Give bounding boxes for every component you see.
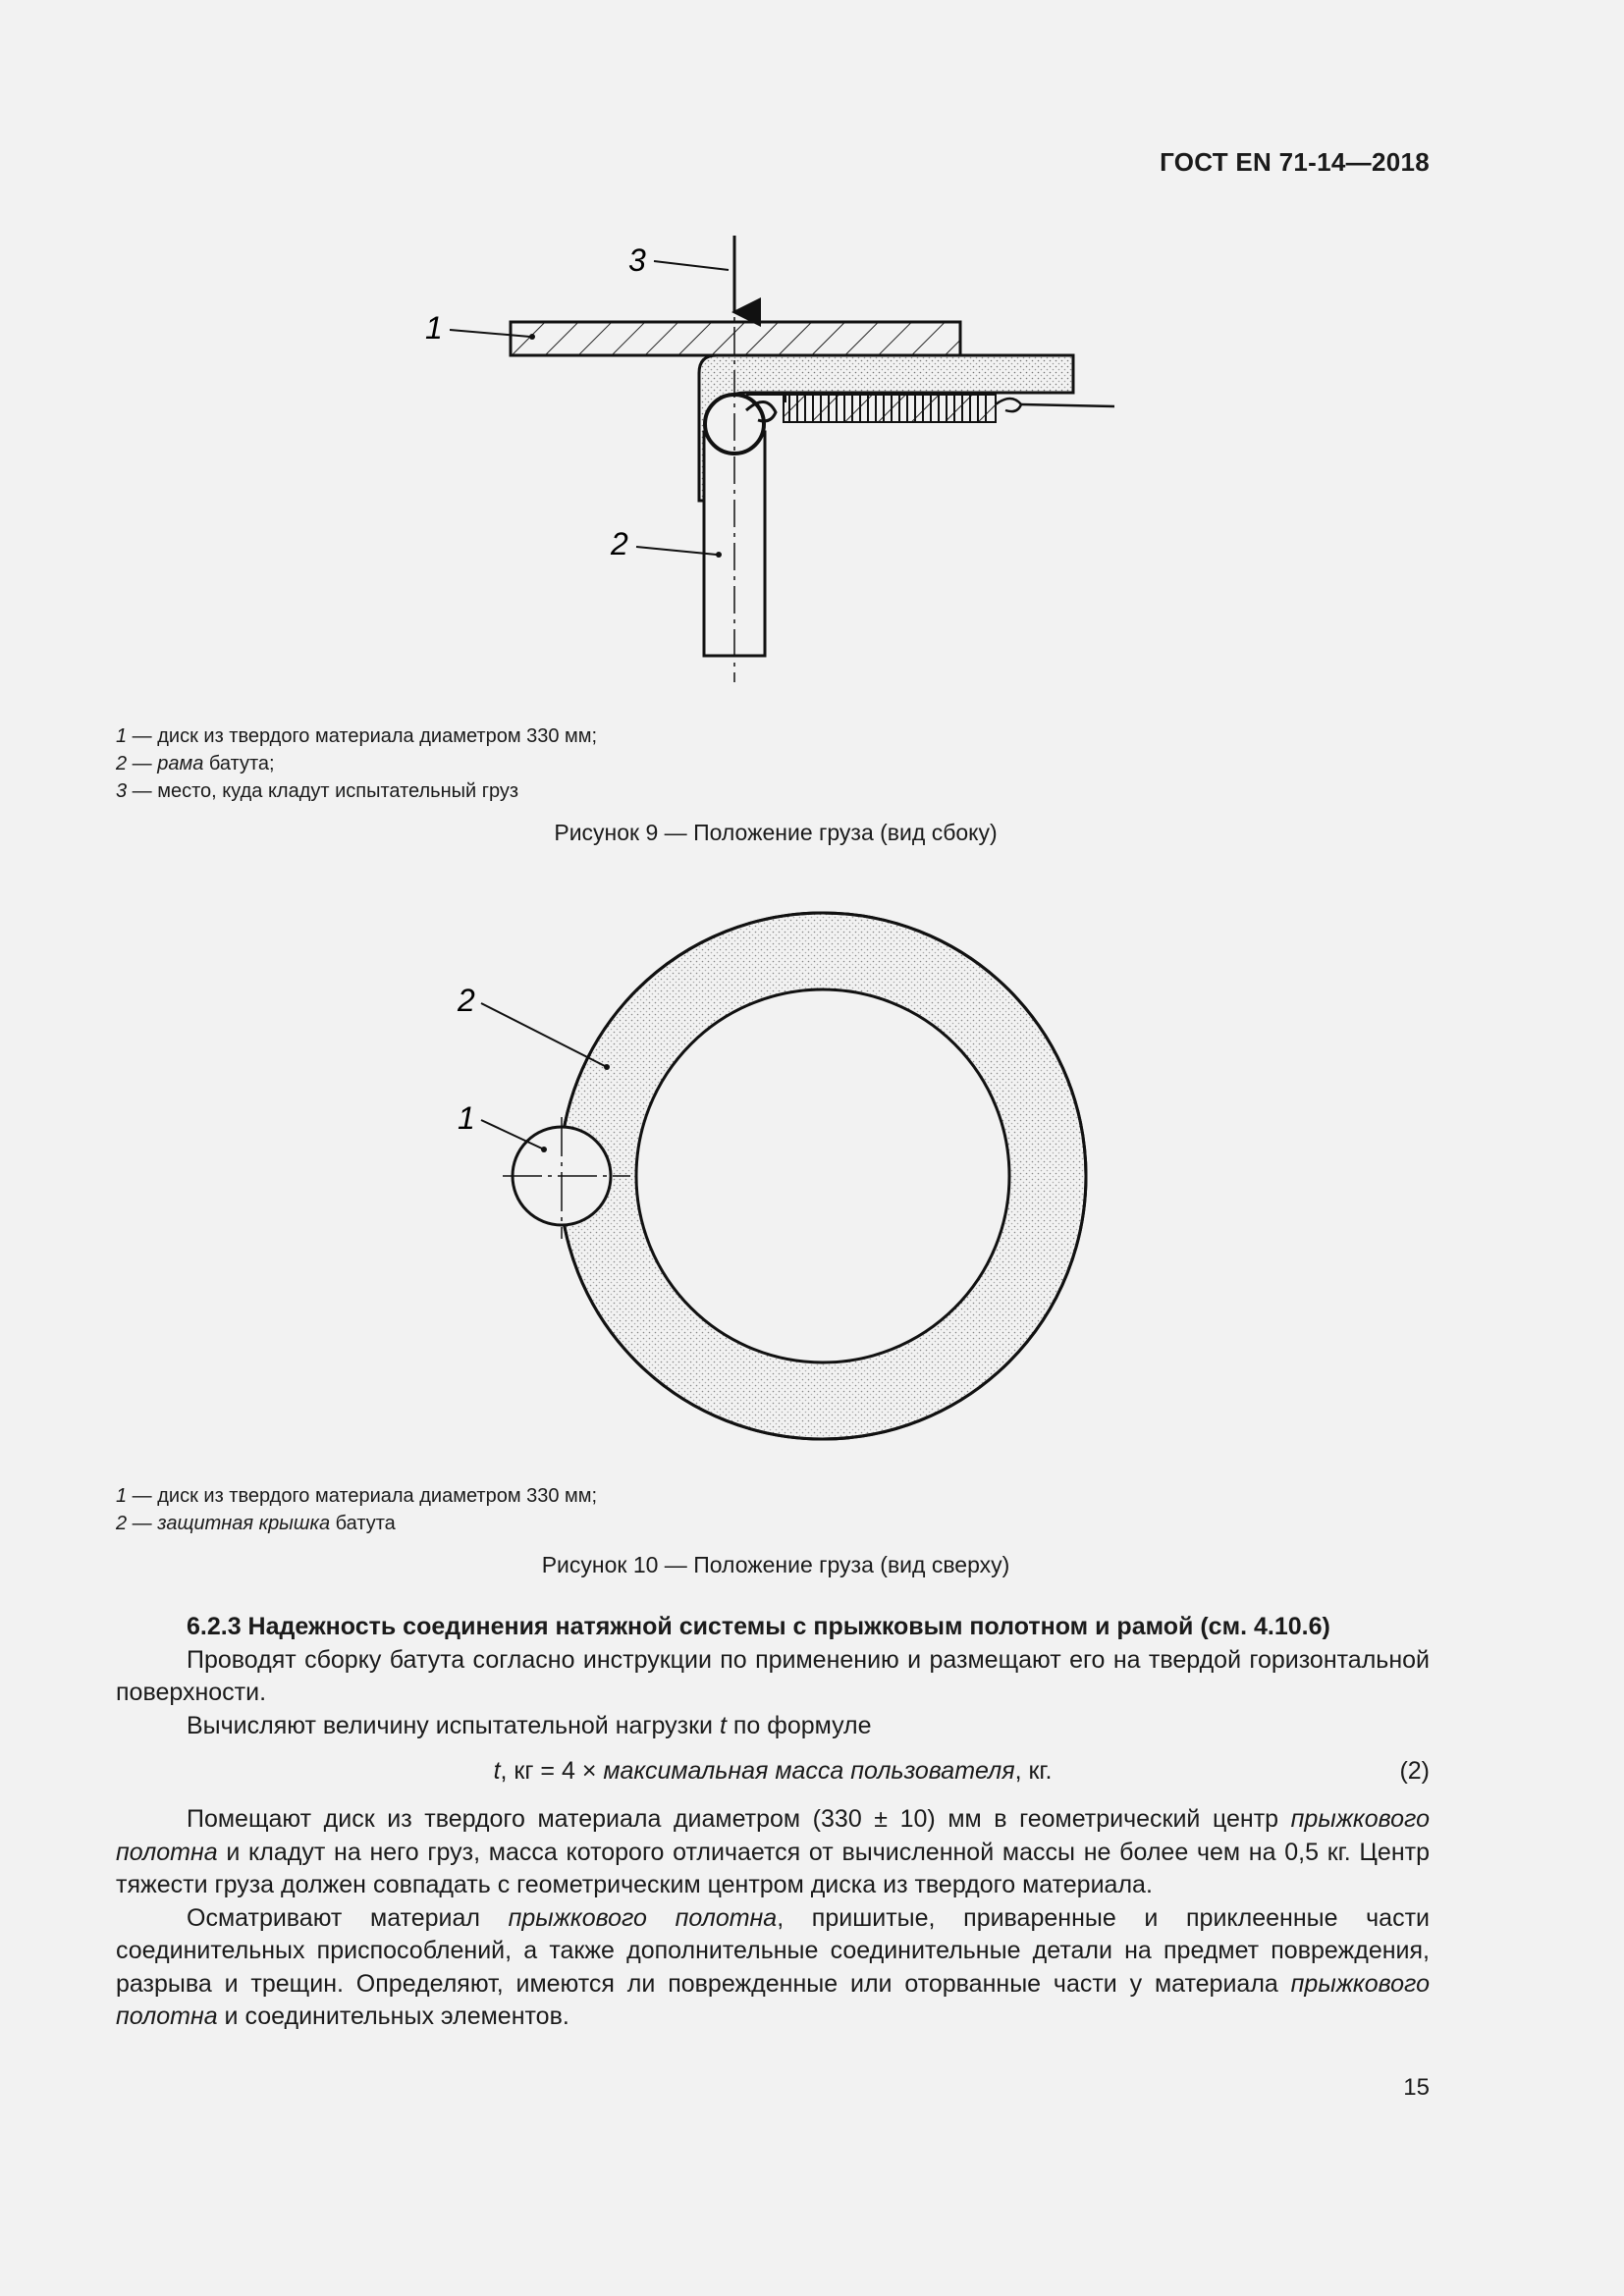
legend-item: 3 — место, куда кладут испытательный груз xyxy=(116,780,519,802)
figure-10-top-view xyxy=(0,893,1624,1482)
legend-item: 1 — диск из твердого материала диаметром 330 мм; xyxy=(116,1485,598,1507)
figure-9-side-view xyxy=(0,216,1624,697)
legend-item: 2 — защитная крышка батута xyxy=(116,1513,396,1534)
legend-item: 1 — диск из твердого материала диаметром 330 мм; xyxy=(116,725,598,747)
page-number: 15 xyxy=(1403,2074,1430,2101)
paragraph: Вычисляют величину испытательной нагрузки t по формуле xyxy=(187,1711,872,1739)
figure-9-legend xyxy=(116,722,597,805)
document-id: ГОСТ EN 71-14—2018 xyxy=(1160,147,1430,177)
mat-inner-circle xyxy=(636,989,1009,1362)
callout-1: 1 xyxy=(458,1100,475,1136)
figure-10-legend xyxy=(116,1482,597,1537)
rigid-disc xyxy=(511,322,960,355)
paragraph: Проводят сборку батута согласно инструкции по применению и размещают его на твердой горизонтальной поверхности. xyxy=(116,1645,1430,1706)
formula-expression: t, кг = 4 × максимальная масса пользователя, кг. xyxy=(493,1757,1053,1785)
callout-3: 3 xyxy=(628,242,646,278)
legend-item: 2 — рама батута; xyxy=(116,753,275,774)
formula-number: (2) xyxy=(1399,1757,1430,1785)
section-body xyxy=(116,1611,1430,2034)
paragraph: Осматривают материал прыжкового полотна, пришитые, приваренные и приклеенные части соединительных приспособлений, а также дополнительные соединительные детали на предмет повреждения, разрыва и трещин. Определяют, имеются ли поврежденные или оторванные части у материала прыжкового полотна и соединительных элементов. xyxy=(116,1903,1431,2030)
callout-2: 2 xyxy=(611,526,628,561)
figure-10-caption: Рисунок 10 — Положение груза (вид сверху) xyxy=(541,1552,1010,1577)
callout-2: 2 xyxy=(458,983,475,1018)
formula xyxy=(116,1746,1430,1795)
callout-1: 1 xyxy=(425,310,443,346)
paragraph: Помещают диск из твердого материала диаметром (330 ± 10) мм в геометрический центр прыжкового полотна и кладут на него груз, масса которого отличается от вычисленной массы не более чем на 0,5 кг. Центр тяжести груза должен совпадать с геометрическим центром диска из твердого материала. xyxy=(116,1805,1430,1898)
section-title: 6.2.3 Надежность соединения натяжной системы с прыжковым полотном и рамой (см. 4.10.6) xyxy=(187,1613,1330,1640)
tension-spring xyxy=(784,395,996,422)
figure-9-caption: Рисунок 9 — Положение груза (вид сбоку) xyxy=(554,820,998,845)
